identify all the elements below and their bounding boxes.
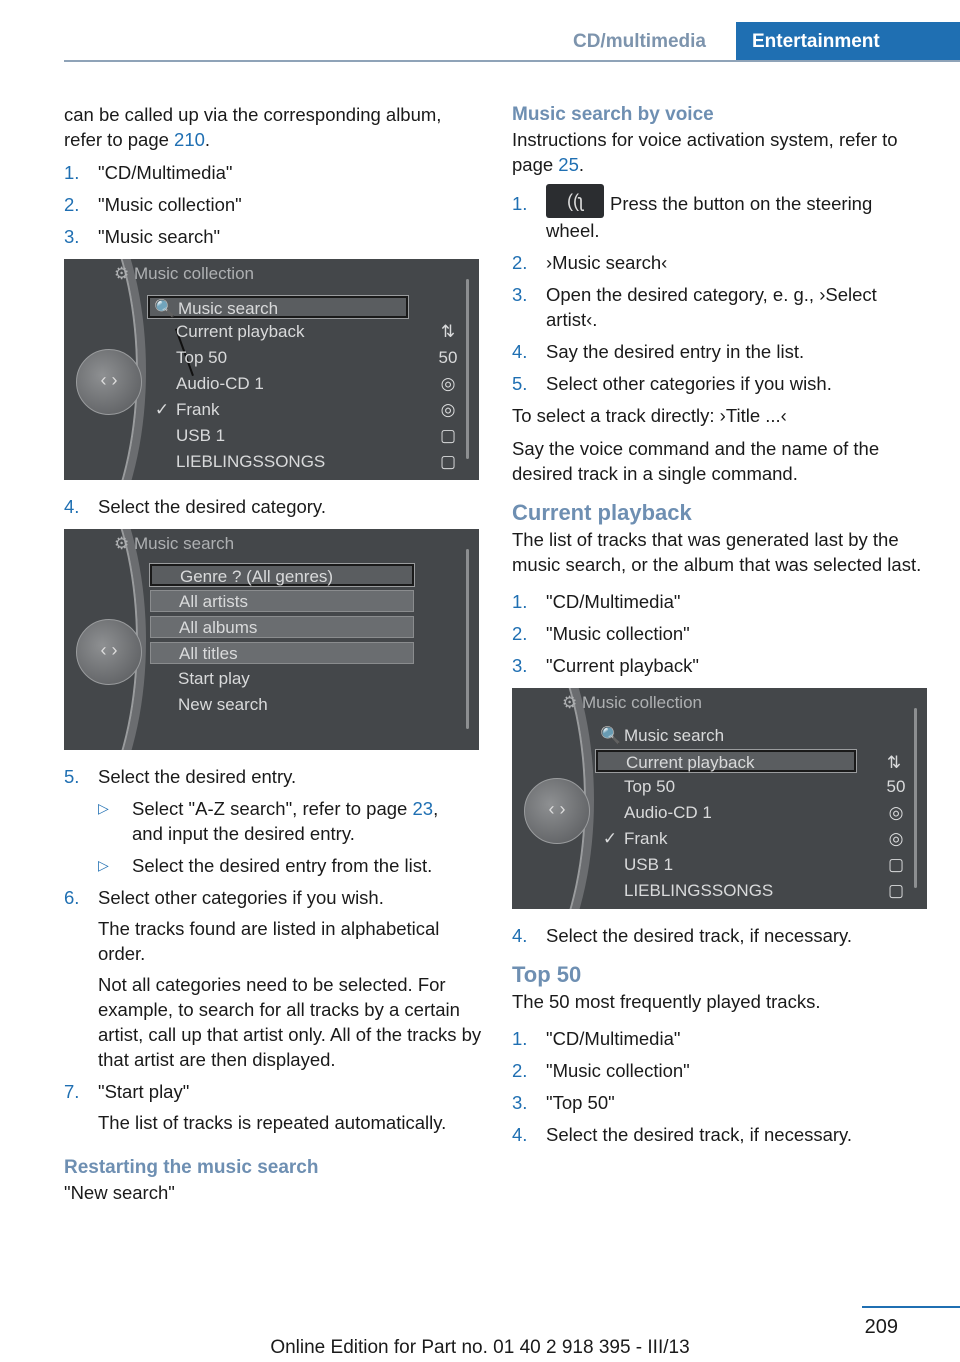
menu-item-lieblingssongs[interactable]: LIEBLINGSSONGS ▢ [148,451,408,473]
list-item: 1. ((ʅ Press the button on the steering wheel. [512,191,930,243]
screenshot-current-playback [512,688,927,909]
list-item: 5. Select the desired entry. ▷ Select "A-Z search", refer to page 23, and input the desired entry. ▷ Select the desired entry from the list. [64,764,482,878]
footer-rule [862,1306,960,1308]
playlist-icon: ⇅ [440,322,456,341]
voice-heading: Music search by voice [512,104,714,125]
list-item: 1. "CD/Multimedia" [512,1028,681,1050]
list-item: 4. Select the desired track, if necessary. [512,925,853,947]
list-item: 3. "Top 50" [512,1092,615,1114]
folder-icon: ▢ [887,855,905,875]
list-item: 2. "Music collection" [64,194,242,215]
menu-item-usb[interactable]: USB 1 ▢ [596,854,856,876]
list-item: 3. "Current playback" [512,655,699,677]
settings-icon: ⚙ [114,534,130,553]
search-icon: 🔍 [600,726,622,746]
page-link-210[interactable]: 210 [174,129,205,150]
list-item: 4. Select the desired track, if necessary. [512,1124,853,1146]
right-column: Music search by voice Instructions for voice activation system, refer to page 25. 1. ((ʅ Press the button on the steering wheel. 2. ›Music search‹ 3. Open the desired category, e. g., ›Select artist‹. 4. Say the desired entry in the list. 5. Select other categories if you wish. To select a track directly: ›Title ...‹ Say the voice command and the name of the desired track in a single command. Current playback The list of tracks that was generated last by the music search, or the album that was selected last. 1. "CD/Multimedia" 2. "Music collection" 3. "Current playback" ‹ › ⚙ Music collection 🔍 Music search Current playback ⇅ Top 50 50 Audio-CD 1 ◎ ✓ Frank ◎ USB 1 ▢ LIEBLINGSSONGS ▢ 4. Select the desired track, if necessary. Top 50 The 50 most frequently played tracks. 1. "CD/Multimedia" 2. "Music collection" 3. "Top 50" 4. Select the desired track, if necessary. [512,102,930,1154]
screen-title: ⚙ Music collection [562,690,702,715]
menu-item-top-50[interactable]: Top 50 50 [624,777,906,797]
menu-item-start-play[interactable]: Start play [178,669,250,688]
settings-icon: ⚙ [114,264,130,283]
menu-item-music-search[interactable]: 🔍 Music search [600,726,725,746]
menu-item-frank[interactable]: ✓ Frank ◎ [596,828,856,850]
restart-text: "New search" [64,1182,175,1203]
menu-item-audio-cd[interactable]: Audio-CD 1 ◎ [596,802,856,824]
sub-list-item: ▷ Select the desired entry from the list. [98,855,433,876]
header-rule [64,60,960,62]
menu-item-new-search[interactable]: New search [178,695,268,714]
playlist-icon: ⇅ [886,753,902,773]
menu-item-genre[interactable]: Genre ? (All genres) [150,564,414,586]
page-number: 209 [864,1316,898,1338]
menu-item-all-artists[interactable]: All artists [150,590,414,612]
search-icon: 🔍 [154,299,176,318]
page-link-25[interactable]: 25 [558,154,579,175]
menu-item-lieblingssongs[interactable]: LIEBLINGSSONGS ▢ [596,880,856,902]
disc-icon: ◎ [440,374,456,393]
controller-knob-icon [524,778,590,844]
header-chapter-tab: Entertainment [736,22,960,62]
restart-heading: Restarting the music search [64,1157,319,1178]
screenshot-music-collection [64,259,479,480]
menu-item-all-titles[interactable]: All titles [150,642,414,664]
check-icon: ✓ [602,829,618,849]
current-playback-heading: Current playback [512,500,692,526]
menu-item-frank[interactable]: ✓ Frank ◎ [148,399,408,421]
menu-item-music-search[interactable]: 🔍 Music search [148,296,408,318]
top-50-heading: Top 50 [512,962,582,988]
steps-list-a [64,160,482,249]
list-item: 3. "Music search" [64,226,221,247]
triangle-bullet-icon: ▷ [98,857,109,873]
folder-icon: ▢ [439,426,457,445]
menu-item-current-playback[interactable]: Current playback ⇅ [148,321,408,343]
list-item: 1. "CD/Multimedia" [64,162,233,183]
voice-intro: Instructions for voice activation system, refer to page 25. [512,129,898,175]
list-item: 4. Select the desired category. [64,496,326,517]
screen-title: ⚙ Music collection [114,261,254,286]
disc-icon: ◎ [440,400,456,419]
list-item: 2. "Music collection" [512,1060,690,1082]
left-column [64,102,482,1213]
intro-paragraph: can be called up via the corresponding album, refer to page 210. [64,104,442,150]
screen-title: ⚙ Music search [114,531,234,556]
list-item: 2. "Music collection" [512,623,690,645]
controller-knob-icon [76,619,142,685]
list-item: 1. "CD/Multimedia" [512,591,681,613]
controller-knob-icon [76,349,142,415]
menu-item-top-50[interactable]: Top 50 50 [176,348,458,367]
list-item: 3. Open the desired category, e. g., ›Select artist‹. [512,284,877,331]
list-item: 7. "Start play" The list of tracks is repeated automatically. [64,1081,447,1133]
page-header [0,0,960,62]
menu-item-current-playback[interactable]: Current playback ⇅ [596,750,856,772]
page-link-23[interactable]: 23 [412,798,434,819]
list-item: 6. Select other categories if you wish. The tracks found are listed in alphabetical order. Not all categories need to be selected. For example, to search for all tracks by a certain artist, call up that artist only. All of the tracks by that artist are then displayed. [64,887,482,1070]
menu-item-all-albums[interactable]: All albums [150,616,414,638]
voice-button-icon: ((ʅ [546,184,604,218]
list-item: 4. Say the desired entry in the list. [512,341,805,363]
settings-icon: ⚙ [562,693,578,713]
check-icon: ✓ [154,400,170,419]
menu-item-audio-cd[interactable]: Audio-CD 1 ◎ [148,373,408,395]
list-item: 5. Select other categories if you wish. [512,373,832,395]
header-section: CD/multimedia [572,31,706,52]
screenshot-music-search [64,529,479,750]
sub-list-item: ▷ Select "A-Z search", refer to page 23, and input the desired entry. [98,798,439,844]
disc-icon: ◎ [888,803,904,823]
triangle-bullet-icon: ▷ [98,800,109,816]
folder-icon: ▢ [887,881,905,901]
list-item: 2. ›Music search‹ [512,252,668,274]
voice-steps [512,191,930,396]
menu-item-usb[interactable]: USB 1 ▢ [148,425,408,447]
folder-icon: ▢ [439,452,457,471]
disc-icon: ◎ [888,829,904,849]
edition-footer: Online Edition for Part no. 01 40 2 918 395 - III/13 [270,1337,690,1358]
